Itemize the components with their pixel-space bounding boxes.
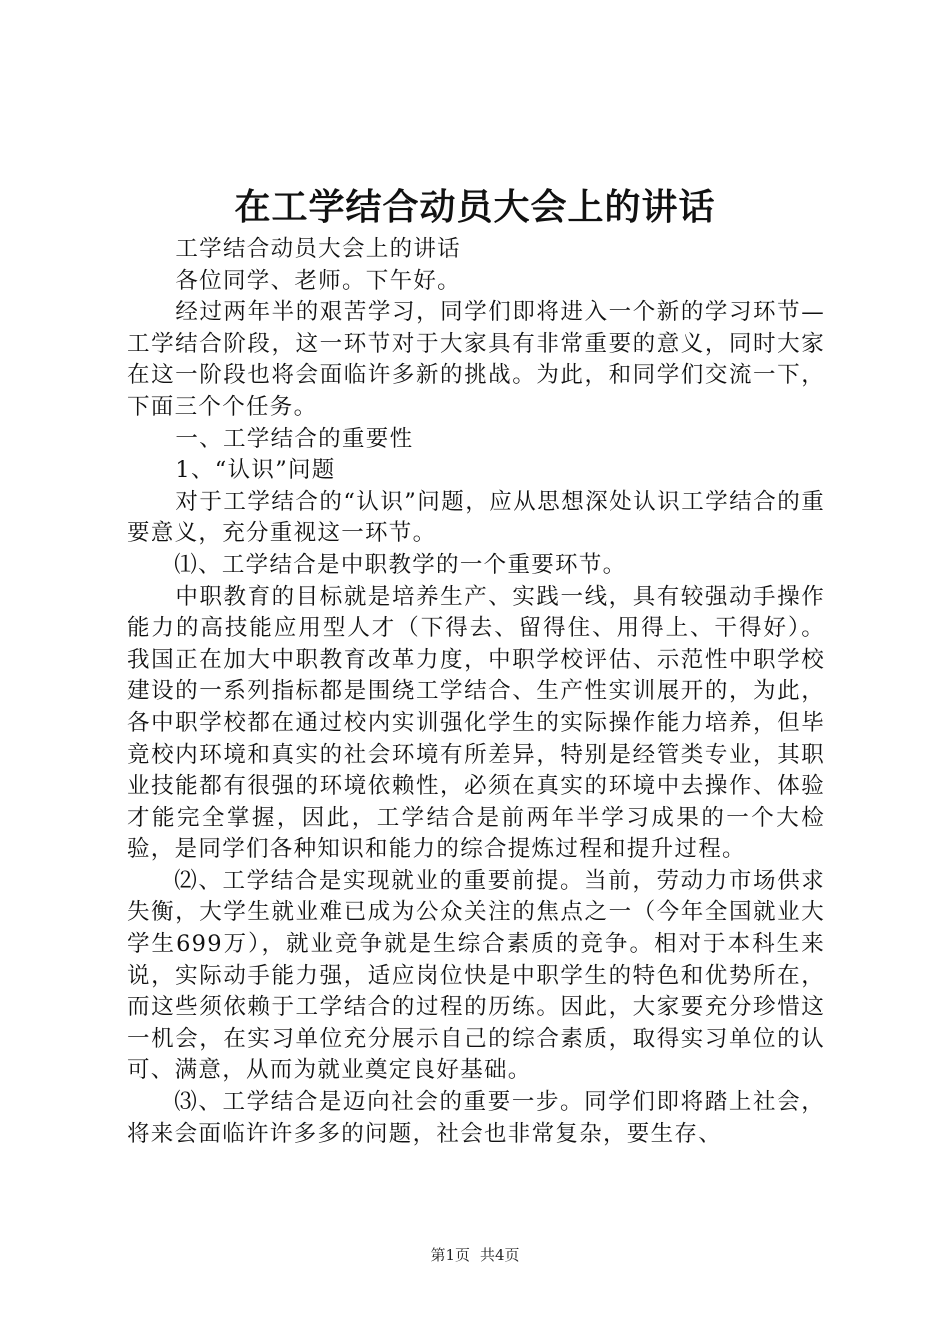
page-number: 第1页 bbox=[430, 1246, 470, 1264]
paragraph-point-3: ⑶、工学结合是迈向社会的重要一步。同学们即将踏上社会，将来会面临许许多多的问题，社会也非常复杂，要生存、 bbox=[127, 1089, 825, 1147]
section-heading-importance: 一、工学结合的重要性 bbox=[175, 425, 414, 452]
paragraph-intro: 经过两年半的艰苦学习，同学们即将进入一个新的学习环节—工学结合阶段，这一环节对于大家具有非常重要的意义，同时大家在这一阶段也将会面临许多新的挑战。为此，和同学们交流一下，下面三个个任务。 bbox=[127, 299, 825, 420]
paragraph-greeting: 各位同学、老师。下午好。 bbox=[175, 267, 461, 294]
paragraph-point-1: 中职教育的目标就是培养生产、实践一线，具有较强动手操作能力的高技能应用型人才（下得去、留得住、用得上、干得好）。我国正在加大中职教育改革力度，中职学校评估、示范性中职学校建设的一系列指标都是围绕工学结合、生产性实训展开的，为此，各中职学校都在通过校内实训强化学生的实际操作能力培养，但毕竟校内环境和真实的社会环境有所差异，特别是经管类专业，其职业技能都有很强的环境依赖性，必须在真实的环境中去操作、体验才能完全掌握，因此，工学结合是前两年半学习成果的一个大检验，是同学们各种知识和能力的综合提炼过程和提升过程。 bbox=[127, 583, 825, 863]
subsection-heading-recognition: 1、“认识”问题 bbox=[175, 457, 336, 484]
paragraph-point-2: ⑵、工学结合是实现就业的重要前提。当前，劳动力市场供求失衡，大学生就业难已成为公众关注的焦点之一（今年全国就业大学生699万），就业竞争就是生综合素质的竞争。相对于本科生来说，实际动手能力强，适应岗位快是中职学生的特色和优势所在，而这些须依赖于工学结合的过程的历练。因此，大家要充分珍惜这一机会，在实习单位充分展示自己的综合素质，取得实习单位的认可、满意，从而为就业奠定良好基础。 bbox=[127, 867, 825, 1084]
page-footer bbox=[0, 1245, 950, 1265]
paragraph-recognition: 对于工学结合的“认识”问题，应从思想深处认识工学结合的重要意义，充分重视这一环节。 bbox=[127, 488, 825, 547]
paragraph-subtitle: 工学结合动员大会上的讲话 bbox=[175, 236, 461, 262]
point-heading-1: ⑴、工学结合是中职教学的一个重要环节。 bbox=[174, 551, 627, 578]
document-title: 在工学结合动员大会上的讲话 bbox=[234, 186, 716, 228]
page-total: 共4页 bbox=[480, 1246, 520, 1264]
document-body bbox=[127, 234, 825, 1150]
